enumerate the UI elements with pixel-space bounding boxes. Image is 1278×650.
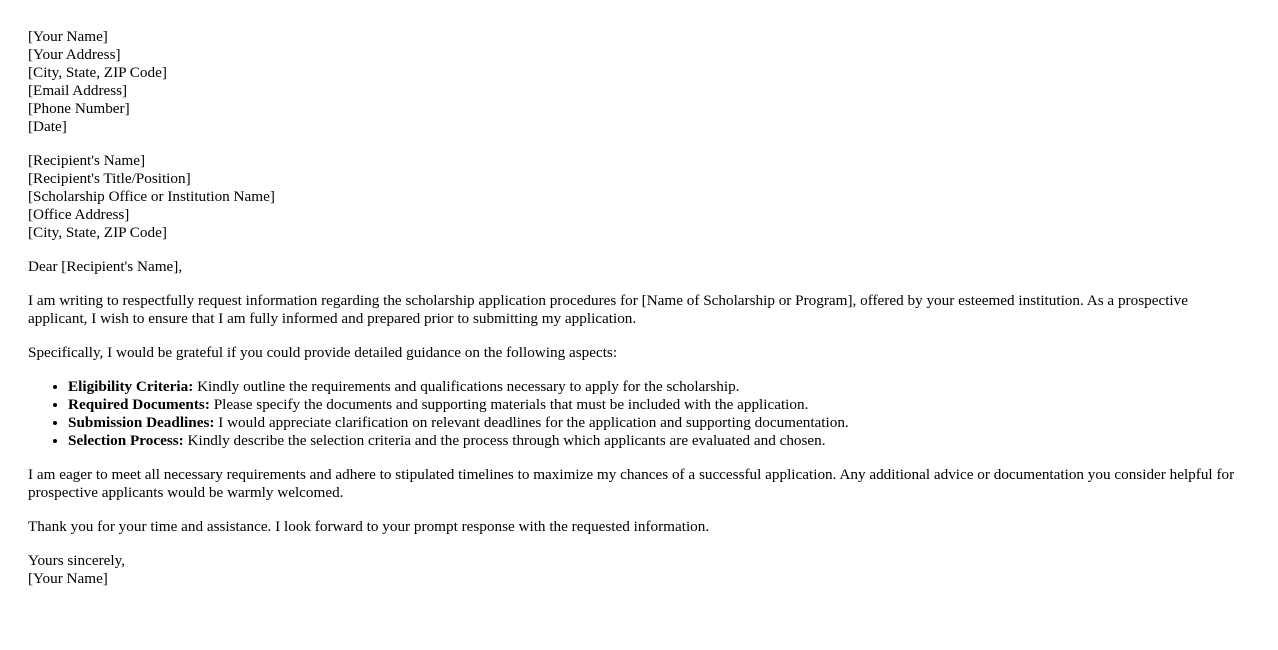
- aspects-list: [28, 378, 1248, 450]
- sender-city-state-zip: [City, State, ZIP Code]: [28, 64, 167, 81]
- eager-paragraph: I am eager to meet all necessary requirements and adhere to stipulated timelines to maximize my chances of a successful application. Any additional advice or documentation you consider helpful for prospective applicants would be warmly welcomed.: [28, 466, 1235, 501]
- aspect-text: Please specify the documents and supporting materials that must be included with the application.: [209, 396, 809, 413]
- lead-in-paragraph: Specifically, I would be grateful if you could provide detailed guidance on the following aspects:: [28, 344, 618, 361]
- signature: [Your Name]: [28, 570, 108, 587]
- list-item: [68, 378, 1248, 396]
- recipient-title: [Recipient's Title/Position]: [28, 170, 191, 187]
- aspect-text: I would appreciate clarification on relevant deadlines for the application and supporting documentation.: [214, 414, 849, 431]
- list-item: [68, 414, 1248, 432]
- aspect-label: Eligibility Criteria:: [68, 378, 194, 395]
- aspect-label: Required Documents:: [68, 396, 210, 413]
- sender-phone: [Phone Number]: [28, 100, 130, 117]
- sender-email: [Email Address]: [28, 82, 128, 99]
- valediction: Yours sincerely,: [28, 552, 126, 569]
- recipient-city-state-zip: [City, State, ZIP Code]: [28, 224, 167, 241]
- salutation: Dear [Recipient's Name],: [28, 258, 183, 275]
- list-item: [68, 432, 1248, 450]
- sender-block: [28, 28, 1248, 136]
- thanks-paragraph: Thank you for your time and assistance. I look forward to your prompt response with the requested information.: [28, 518, 710, 535]
- intro-paragraph: I am writing to respectfully request information regarding the scholarship application procedures for [Name of Scholarship or Program], offered by your esteemed institution. As a prospective applicant, I wish to ensure that I am fully informed and prepared prior to submitting my application.: [28, 292, 1188, 327]
- recipient-address: [Office Address]: [28, 206, 130, 223]
- list-item: [68, 396, 1248, 414]
- recipient-block: [28, 152, 1248, 242]
- aspect-label: Submission Deadlines:: [68, 414, 215, 431]
- recipient-office: [Scholarship Office or Institution Name]: [28, 188, 275, 205]
- letter-date: [Date]: [28, 118, 67, 135]
- aspect-label: Selection Process:: [68, 432, 184, 449]
- sender-address: [Your Address]: [28, 46, 121, 63]
- aspect-text: Kindly describe the selection criteria and the process through which applicants are evaluated and chosen.: [183, 432, 826, 449]
- sender-name: [Your Name]: [28, 28, 108, 45]
- aspect-text: Kindly outline the requirements and qualifications necessary to apply for the scholarship.: [193, 378, 740, 395]
- closing-block: [28, 552, 1248, 588]
- letter: [28, 28, 1248, 588]
- recipient-name: [Recipient's Name]: [28, 152, 146, 169]
